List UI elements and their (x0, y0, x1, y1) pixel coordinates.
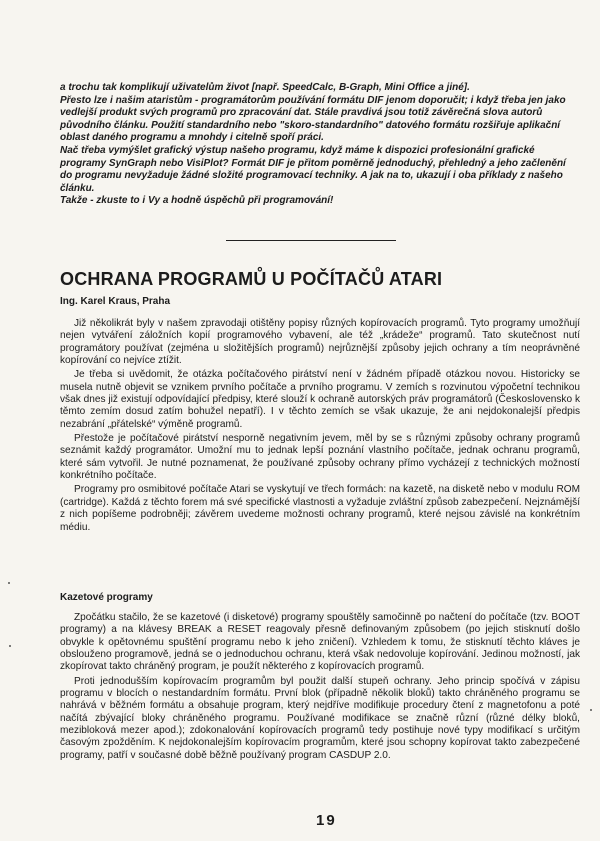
intro-line: a trochu tak komplikují uživatelům život [např. SpeedCalc, B-Graph, Mini Office a jiné]. (60, 82, 470, 93)
scan-speck (9, 645, 11, 647)
article-body (60, 318, 580, 536)
page-number: 19 (316, 812, 337, 829)
intro-continuation (60, 82, 580, 208)
paragraph: Zpočátku stačilo, že se kazetové (i disketové) programy spouštěly samočinně po načtení do počítače (tzv. BOOT programy) a na klávesy BREAK a RESET reagovaly přesně definovaným způsobem (po jejich stisknutí došlo obvykle k opětovnému spuštění programu nebo k jeho zničení). Vzhledem k tomu, že stisknutí těchto kláves je obslouženo programově, jedná se o jednoduchou ochranu, která však nedovoluje kopírování. Jedinou možností, jak zkopírovat takto chráněný program, je použít některého z kopírovacích programů. (60, 612, 580, 673)
article-author: Ing. Karel Kraus, Praha (60, 296, 171, 307)
paragraph: Programy pro osmibitové počítače Atari se vyskytují ve třech formách: na kazetě, na disketě nebo v modulu ROM (cartridge). Každá z těchto forem má své specifické vlastnosti a vyžaduje zvláštní způsob zabezpečení. Nejznámější z nich popíšeme podrobněji; závěrem uvedeme možnosti ochrany programů, které nejsou závislé na konkrétním médiu. (60, 484, 580, 533)
scan-speck (590, 709, 592, 711)
scan-speck (8, 582, 10, 584)
paragraph: Je třeba si uvědomit, že otázka počítačového pirátství není v žádném případě otázkou novou. Historicky se musela nutně objevit se vznikem prvního počítače a prvního programu. V zemích s rozvinutou výpočetní technikou však dnes již existují odpovídající předpisy, které slouží k ochraně autorských práv programátorů (Československo k těmto zemím dosud zatím bohužel nepatří). I v těchto zemích se však ukazuje, že ani nejdokonalejší předpis nezabrání „přátelské“ výměně programů. (60, 369, 580, 430)
paragraph: Proti jednodušším kopírovacím programům byl použit další stupeň ochrany. Jeho princip spočívá v zápisu programu v blocích o nestandardním formátu. První blok (případně několik bloků) takto chráněného programu se nahrává v běžném formátu a obsahuje program, který nejdříve modifikuje procedury čtení z magnetofonu a poté načítá zbývající bloky chráněného programu. Používané modifikace se značně různí (různé délky bloků, mezibloková mezer apod.); zdokonalování kopírovacích programů tedy postihuje nové typy modifikací s určitým časovým zpožděním. K nejdokonalejším kopírovacím programům, které jsou schopny kopírovat takto zabezpečené programy, patří v současné době běžně používaný program CASDUP 2.0. (60, 675, 580, 761)
paragraph: Již několikrát byly v našem zpravodaji otištěny popisy různých kopírovacích programů. Tyto programy umožňují nejen vytváření záložních kopií programového vybavení, ale též „krádeže“ programů. Tato skutečnost nutí programátory používat (zejména u složitějších programů) nejrůznější způsoby jejich ochrany a tím neoprávněné kopírování co nejvíce ztížit. (60, 318, 580, 367)
paragraph: Přestože je počítačové pirátství nesporně negativním jevem, měl by se s různými způsoby ochrany programů seznámit každý programátor. Umožní mu to jednak lepší poznání vlastního počítače, jednak ochranu programů, které sám vytvořil. Je nutné poznamenat, že používané způsoby ochrany přímo vycházejí z technických možností konkrétního počítače. (60, 433, 580, 482)
intro-line: Přesto lze i našim ataristům - programátorům používání formátu DIF jenom doporučit; i když třeba jen jako vedlejší produkt svých programů pro zpracování dat. Stále pravdivá jsou totiž závěrečná slova autorů původního článku. Použití standardního nebo "skoro-standardního" datového formátu rozšiřuje aplikační oblast daného programu a mnohdy i citelně spoří práci. (60, 94, 566, 144)
intro-line: Takže - zkuste to i Vy a hodně úspěchů při programování! (60, 195, 334, 207)
section-heading: Kazetové programy (60, 592, 153, 603)
section-divider (226, 240, 396, 241)
intro-line: Nač třeba vymýšlet grafický výstup našeho programu, když máme k dispozici profesionální grafické programy SynGraph nebo VisiPlot? Formát DIF je přitom poměrně jednoduchý, přehledný a jeho začlenění do programu nevyžaduje žádné složité programovací techniky. A jak na to, ukazují i oba příklady z našeho článku. (60, 144, 566, 194)
article-title: OCHRANA PROGRAMŮ U POČÍTAČŮ ATARI (60, 269, 443, 289)
section-body (60, 612, 580, 764)
